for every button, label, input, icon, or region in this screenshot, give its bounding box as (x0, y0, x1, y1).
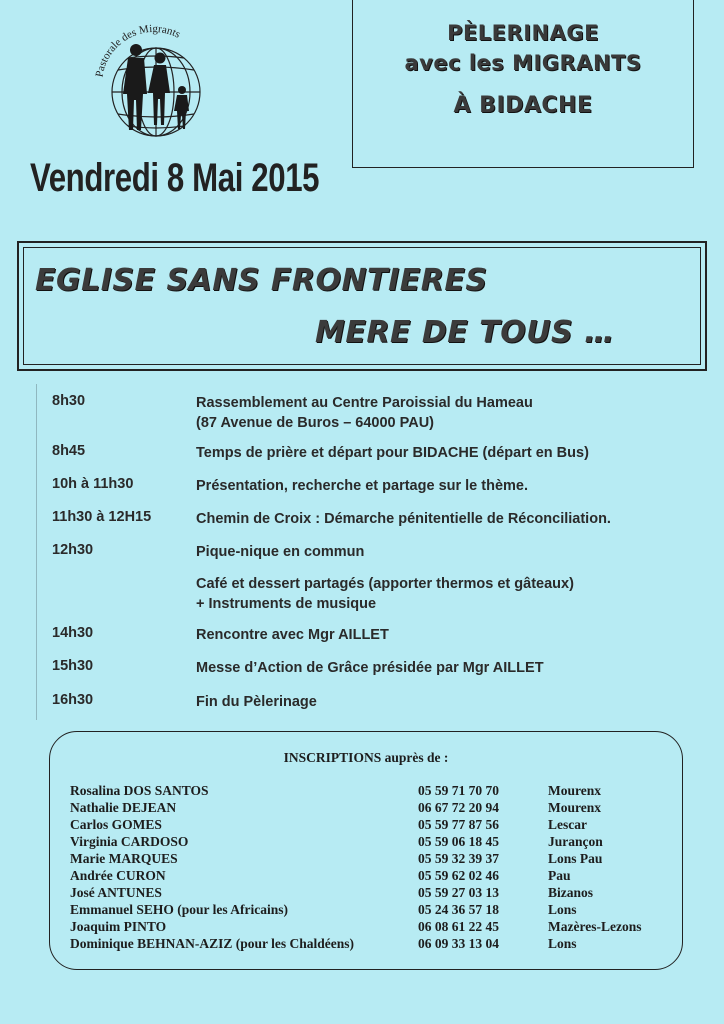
inscriptions-title: INSCRIPTIONS auprès de : (283, 750, 449, 765)
contact-row (50, 800, 682, 817)
contact-city: Lescar (548, 817, 587, 832)
schedule (36, 384, 713, 720)
schedule-time: 16h30 (52, 692, 94, 708)
theme-banner (17, 241, 707, 371)
schedule-desc (196, 443, 589, 463)
schedule-time: 12h30 (52, 542, 94, 558)
contact-name: Emmanuel SEHO (pour les Africains) (70, 902, 289, 917)
schedule-desc-line: Pique-nique en commun (196, 544, 365, 560)
contact-row (50, 817, 682, 834)
contact-row (50, 902, 682, 919)
contact-name: José ANTUNES (70, 885, 162, 900)
contact-phone: 05 59 71 70 70 (418, 783, 499, 798)
contact-city: Mourenx (548, 800, 601, 815)
contact-phone: 05 59 62 02 46 (418, 868, 499, 883)
contact-city: Lons (548, 902, 577, 917)
contact-city: Pau (548, 868, 571, 883)
schedule-desc (196, 692, 317, 712)
banner-line-2: MERE DE TOUS … (315, 315, 615, 350)
contact-phone: 06 09 33 13 04 (418, 936, 499, 951)
schedule-desc-line: Chemin de Croix : Démarche pénitentielle de Réconciliation. (196, 511, 611, 527)
contact-phone: 05 24 36 57 18 (418, 902, 499, 917)
event-date: Vendredi 8 Mai 2015 (30, 156, 320, 200)
contact-row (50, 834, 682, 851)
pastorale-logo (84, 14, 224, 144)
title-line-3: À BIDACHE (453, 93, 593, 118)
contact-phone: 06 08 61 22 45 (418, 919, 499, 934)
schedule-desc-line-2: (87 Avenue de Buros – 64000 PAU) (196, 415, 434, 431)
schedule-desc-line: Fin du Pèlerinage (196, 694, 317, 710)
schedule-time: 15h30 (52, 658, 94, 674)
schedule-desc-line: Messe d’Action de Grâce présidée par Mgr AILLET (196, 660, 544, 676)
title-box (352, 0, 694, 168)
schedule-desc (196, 393, 533, 433)
contact-row (50, 919, 682, 936)
contact-row (50, 868, 682, 885)
contact-name: Rosalina DOS SANTOS (70, 783, 209, 798)
schedule-desc-line: Présentation, recherche et partage sur le thème. (196, 478, 529, 494)
schedule-desc (196, 476, 528, 496)
contact-city: Jurançon (548, 834, 603, 849)
schedule-desc-line: Rencontre avec Mgr AILLET (196, 627, 389, 643)
title-line-1: PÈLERINAGE (447, 21, 599, 45)
schedule-desc (196, 658, 544, 678)
schedule-time: 8h30 (52, 393, 86, 409)
contact-phone: 05 59 77 87 56 (418, 817, 499, 832)
contact-phone: 05 59 27 03 13 (418, 885, 499, 900)
schedule-desc-line: Café et dessert partagés (apporter thermos et gâteaux) (196, 576, 574, 592)
contact-phone: 05 59 06 18 45 (418, 834, 499, 849)
contact-name: Dominique BEHNAN-AZIZ (pour les Chaldéens) (70, 936, 355, 951)
schedule-desc-line: Temps de prière et départ pour BIDACHE (départ en Bus) (196, 445, 589, 461)
contact-row (50, 783, 682, 800)
contact-city: Lons Pau (548, 851, 603, 866)
schedule-time: 11h30 à 12H15 (52, 509, 152, 525)
schedule-desc (196, 574, 574, 614)
contact-phone: 06 67 72 20 94 (418, 800, 499, 815)
banner-line-1: EGLISE SANS FRONTIERES (35, 263, 488, 298)
schedule-desc (196, 542, 364, 562)
schedule-desc-line: Rassemblement au Centre Paroissial du Hameau (196, 395, 533, 411)
schedule-time: 10h à 11h30 (52, 476, 134, 492)
contact-city: Mourenx (548, 783, 601, 798)
contact-phone: 05 59 32 39 37 (418, 851, 499, 866)
contact-name: Joaquim PINTO (70, 919, 167, 934)
contact-name: Virginia CARDOSO (70, 834, 189, 849)
contact-city: Lons (548, 936, 577, 951)
schedule-desc-line-2: + Instruments de musique (196, 596, 377, 612)
schedule-desc (196, 625, 389, 645)
title-line-2: avec les MIGRANTS (404, 51, 642, 75)
contact-name: Marie MARQUES (70, 851, 178, 866)
logo-arc-text: Pastorale des Migrants (93, 22, 183, 79)
schedule-time: 14h30 (52, 625, 94, 641)
contact-city: Mazères-Lezons (548, 919, 642, 934)
contact-city: Bizanos (548, 885, 594, 900)
schedule-time: 8h45 (52, 443, 86, 459)
inscriptions-box (49, 731, 683, 970)
schedule-desc (196, 509, 611, 529)
contact-name: Andrée CURON (70, 868, 166, 883)
contact-row (50, 936, 682, 953)
contact-row (50, 885, 682, 902)
contact-name: Carlos GOMES (70, 817, 162, 832)
contact-row (50, 851, 682, 868)
contact-name: Nathalie DEJEAN (70, 800, 177, 815)
